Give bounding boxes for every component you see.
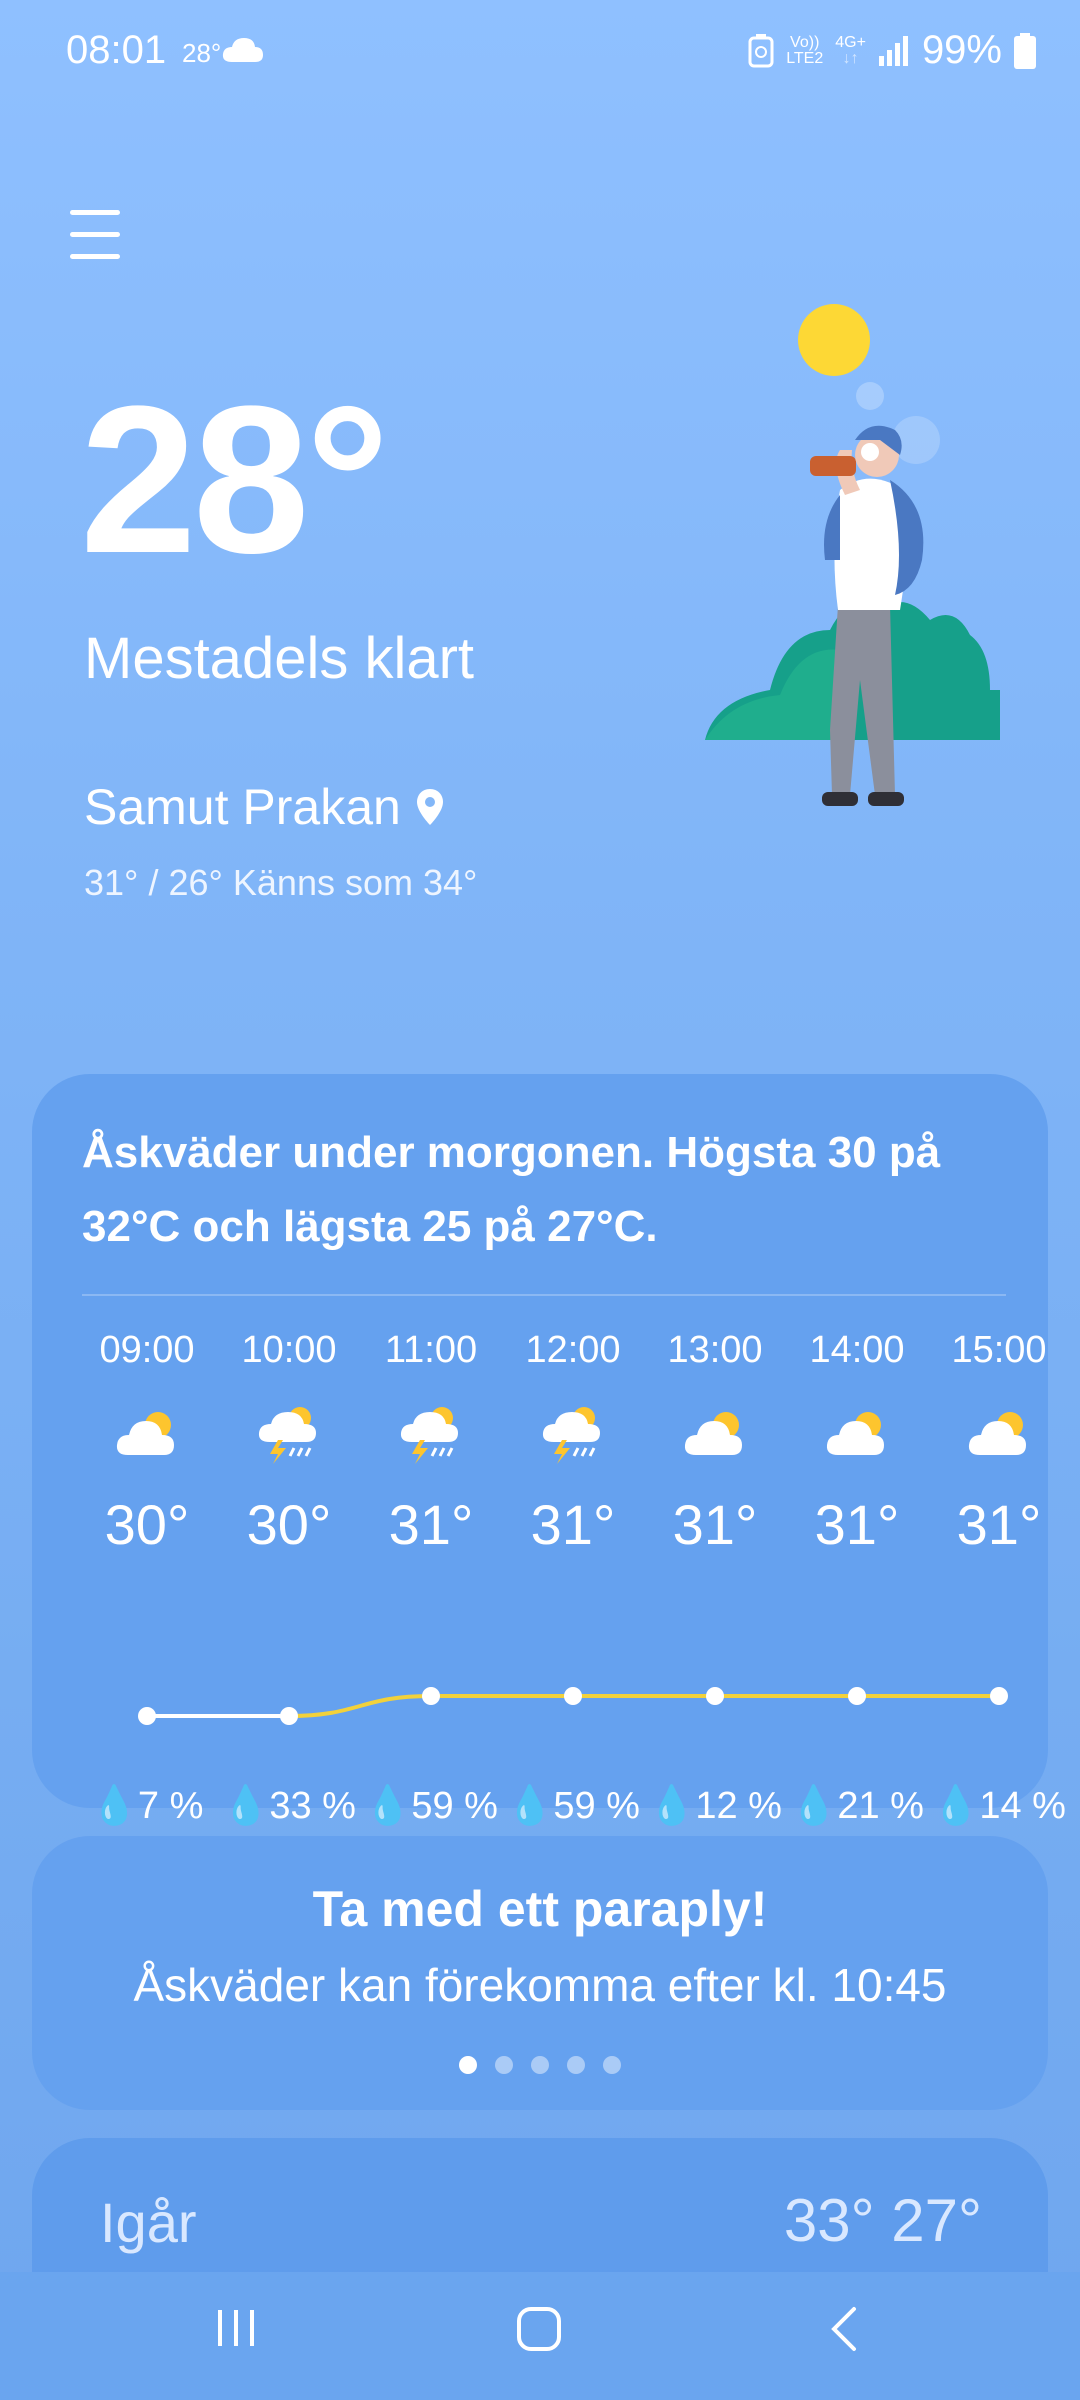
hour-time: 11:00 xyxy=(384,1329,478,1371)
home-button[interactable] xyxy=(516,2306,562,2352)
sun-icon xyxy=(798,304,870,376)
menu-button[interactable] xyxy=(70,210,122,260)
raindrop-icon: 💧 xyxy=(932,1785,980,1827)
page-dot[interactable] xyxy=(603,2056,621,2074)
divider xyxy=(82,1294,1006,1296)
raindrop-icon: 💧 xyxy=(364,1785,412,1827)
rain-value: 33 % xyxy=(269,1785,356,1827)
alert-title: Ta med ett paraply! xyxy=(312,1881,768,1937)
location-pin-icon xyxy=(415,787,445,827)
hour-time: 10:00 xyxy=(241,1329,337,1371)
rain-chance xyxy=(76,1784,218,1828)
rain-chance xyxy=(218,1784,360,1828)
alert-text: Åskväder kan förekomma efter kl. 10:45 xyxy=(133,1959,947,2011)
yesterday-temps: 33° 27° xyxy=(783,2187,982,2254)
volte-bottom: LTE2 xyxy=(786,49,824,67)
status-weather-temp: 28° xyxy=(182,38,222,68)
data-arrows-icon: ↓↑ xyxy=(842,49,859,67)
temperature-trend-line xyxy=(32,1674,1004,1754)
partly-cloudy-icon xyxy=(786,1394,928,1474)
rain-value: 14 % xyxy=(979,1785,1066,1827)
hour-time: 14:00 xyxy=(809,1329,905,1371)
hour-time: 13:00 xyxy=(667,1329,763,1371)
hourly-item[interactable] xyxy=(644,1329,786,1557)
network-indicator xyxy=(835,35,866,67)
yesterday-label: Igår xyxy=(100,2191,197,2254)
trend-point xyxy=(564,1687,582,1705)
partly-cloudy-icon xyxy=(928,1394,1070,1474)
trend-point xyxy=(280,1707,298,1725)
hour-temp: 30° xyxy=(104,1493,190,1556)
trend-point xyxy=(848,1687,866,1705)
raindrop-icon: 💧 xyxy=(90,1785,138,1827)
recent-apps-button[interactable] xyxy=(214,2306,258,2350)
trend-point xyxy=(706,1687,724,1705)
navigation-bar xyxy=(0,2272,1080,2400)
rain-value: 59 % xyxy=(411,1785,498,1827)
raindrop-icon: 💧 xyxy=(648,1785,696,1827)
back-button[interactable] xyxy=(824,2306,864,2352)
hourly-list[interactable] xyxy=(32,1329,1066,1827)
page-indicator xyxy=(32,2056,1048,2074)
rain-chance xyxy=(786,1784,928,1828)
signal-icon xyxy=(878,36,910,66)
status-bar xyxy=(0,0,1080,110)
hourly-item[interactable] xyxy=(218,1329,360,1557)
rain-chance xyxy=(502,1784,644,1828)
volte-top: Vo)) xyxy=(790,33,820,51)
trend-point xyxy=(138,1707,156,1725)
thunderstorm-icon xyxy=(502,1394,644,1474)
raindrop-icon: 💧 xyxy=(506,1785,554,1827)
hi-lo-feels-like: 31° / 26° Känns som 34° xyxy=(84,862,478,903)
rain-value: 21 % xyxy=(837,1785,924,1827)
rain-value: 7 % xyxy=(137,1785,204,1827)
page-dot[interactable] xyxy=(567,2056,585,2074)
rain-chance xyxy=(360,1784,502,1828)
hour-temp: 30° xyxy=(246,1493,332,1556)
hourly-item[interactable] xyxy=(502,1329,644,1557)
trend-point xyxy=(990,1687,1008,1705)
volte-indicator xyxy=(786,35,823,67)
rain-chance xyxy=(928,1784,1070,1828)
raindrop-icon: 💧 xyxy=(222,1785,270,1827)
hour-time: 12:00 xyxy=(525,1329,621,1371)
thunderstorm-icon xyxy=(360,1394,502,1474)
hourly-forecast-card[interactable] xyxy=(32,1074,1066,1827)
status-time: 08:01 xyxy=(66,28,167,72)
weather-illustration xyxy=(690,290,1030,830)
hour-temp: 31° xyxy=(530,1493,616,1556)
hourly-item[interactable] xyxy=(76,1329,218,1557)
hour-time: 09:00 xyxy=(99,1329,195,1371)
current-temperature: 28° xyxy=(80,362,386,597)
hour-temp: 31° xyxy=(956,1493,1042,1556)
page-dot[interactable] xyxy=(459,2056,477,2074)
recycle-battery-icon xyxy=(748,34,774,68)
battery-percent: 99% xyxy=(921,28,1002,72)
battery-icon xyxy=(1014,33,1036,69)
current-condition: Mestadels klart xyxy=(84,626,475,691)
status-icons xyxy=(748,28,1036,73)
cloud-icon xyxy=(222,36,264,64)
partly-cloudy-icon xyxy=(644,1394,786,1474)
hourly-item[interactable] xyxy=(786,1329,928,1557)
page-dot[interactable] xyxy=(531,2056,549,2074)
location-name: Samut Prakan xyxy=(84,779,401,835)
forecast-summary: Åskväder under morgonen. Högsta 30 på 32°C och lägsta 25 på 27°C. xyxy=(82,1128,941,1251)
network-type: 4G+ xyxy=(835,33,866,51)
hour-temp: 31° xyxy=(388,1493,474,1556)
rain-value: 59 % xyxy=(553,1785,640,1827)
raindrop-icon: 💧 xyxy=(790,1785,838,1827)
umbrella-alert-card[interactable] xyxy=(32,1836,1048,2110)
page-dot[interactable] xyxy=(495,2056,513,2074)
hour-temp: 31° xyxy=(814,1493,900,1556)
thunderstorm-icon xyxy=(218,1394,360,1474)
rain-chance xyxy=(644,1784,786,1828)
location[interactable] xyxy=(84,778,445,836)
hourly-item[interactable] xyxy=(928,1329,1070,1557)
hourly-item[interactable] xyxy=(360,1329,502,1557)
hour-time: 15:00 xyxy=(951,1329,1047,1371)
partly-cloudy-icon xyxy=(76,1394,218,1474)
trend-point xyxy=(422,1687,440,1705)
rain-value: 12 % xyxy=(695,1785,782,1827)
hour-temp: 31° xyxy=(672,1493,758,1556)
